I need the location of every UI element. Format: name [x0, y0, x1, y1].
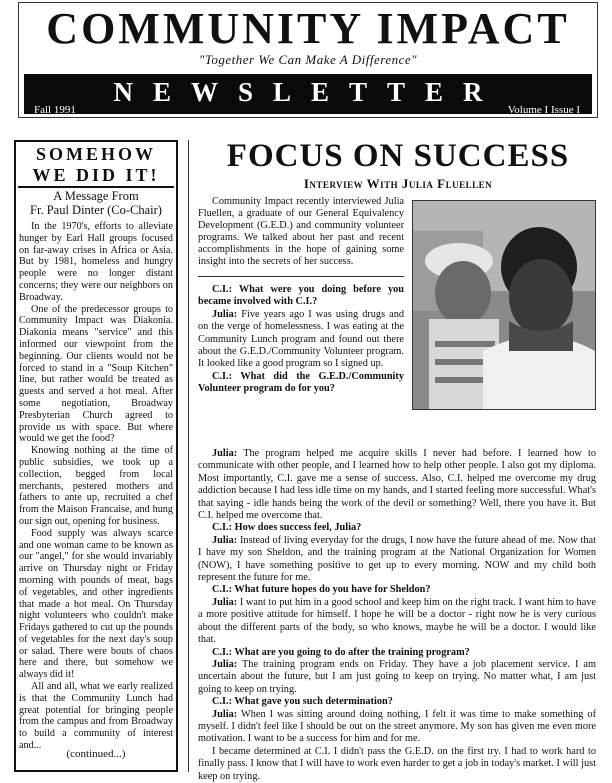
interview-question: C.I.: What gave you such determination?: [212, 696, 393, 708]
sidebar-divider: [18, 186, 174, 188]
sidebar-paragraph: In the 1970's, efforts to alleviate hunger by Earl Hall groups focused on far-away crises in Africa or Asia. But by 1981, homeless and hungry people were no longer distant concerns; they were our neighbors on Broadway.: [19, 221, 173, 303]
sidebar-subheading-line2: Fr. Paul Dinter (Co-Chair): [30, 203, 162, 217]
interview-column-narrow: [198, 284, 404, 396]
sidebar-subheading: [18, 189, 174, 217]
answer-label: Julia:: [212, 534, 238, 546]
sidebar-heading-line1: SOMEHOW: [35, 144, 156, 164]
article-subtitle: Interview With Julia Fluellen: [303, 176, 493, 191]
answer-text: I want to put him in a good school and keep him on the right track. I want him to have a more positive attitude for himself. I hope he will be a doctor - right now he is very curious about the different parts of the body, so who knows, maybe he will be a doctor. I would like that.: [198, 596, 596, 646]
answer-label: Julia:: [212, 658, 238, 670]
sidebar-paragraph: One of the predecessor groups to Community Impact was Diakonia. Diakonia means "service" and this informed our viewpoint from the beginning. Our clients would not be forced to stand in a "Soup Kitchen" line, but rather would be treated as guests and served a hot meal. After some negotiation, Broadway Presbyterian Church agreed to provide us with space. But where would we get the food?: [19, 303, 173, 445]
portrait-photo: [412, 200, 596, 410]
sidebar-body: [19, 221, 173, 752]
column-divider: [188, 140, 189, 772]
interview-question: C.I.: What did the G.E.D./Community Volunteer program do for you?: [198, 370, 404, 395]
newsletter-label: NEWSLETTER: [113, 77, 503, 107]
answer-label: Julia:: [212, 596, 238, 608]
sidebar-heading-line2: WE DID IT!: [32, 165, 160, 185]
answer-label: Julia:: [212, 708, 238, 720]
sidebar-heading: [18, 144, 174, 186]
photo-illustration: [413, 201, 595, 409]
article-intro: Community Impact recently interviewed Julia Fluellen, a graduate of our General Equivalency Development (G.E.D.) and community volunteer programs. We talked about her past and recent accomplishments in the hope of gaining some insight into the secrets of her success.: [198, 196, 404, 267]
intro-divider: [198, 276, 404, 277]
interview-column-wide: [198, 448, 596, 783]
issue-volume: Volume I Issue I: [507, 104, 580, 116]
answer-text: The program helped me acquire skills I never had before. I learned how to communicate with other people, and I learned how to help other people. I also got my diploma. Most importantly, C.I. gave me a sense of success. Also, C.I. helped me overcome my drug addiction because I had less idle time on my hands, and I started feeling more successful. What's that saying - idle hands being the work of the devil or something? Well, there you have it. But C.I. helped me overcome that.: [198, 448, 596, 522]
issue-season: Fall 1991: [34, 104, 76, 116]
interview-question: C.I.: How does success feel, Julia?: [212, 522, 362, 534]
masthead-title: COMMUNITY IMPACT: [46, 4, 570, 53]
answer-text: When I was sitting around doing nothing, I felt it was time to make something of myself. I didn't feel like I should be out on the street anymore. My son has given me even more motivation. I want to be a success for him and for me.: [198, 708, 596, 745]
interview-answer: [198, 659, 596, 696]
interview-answer: [198, 535, 596, 585]
interview-answer: [198, 448, 596, 522]
interview-answer: [198, 597, 596, 647]
interview-closing: I became determined at C.I. I didn't pass the G.E.D. on the first try. I had to work hard to finally pass. I know that I will have to work even harder to get a job in today's market. I will just keep on trying.: [198, 745, 596, 782]
sidebar-subheading-line1: A Message From: [53, 189, 139, 203]
answer-label: Julia:: [212, 308, 238, 320]
answer-text: Instead of living everyday for the drugs, I now have the future ahead of me. Now that I have my son Sheldon, and the training program at the National Organization for Women (NOW), I have something positive to get up to every morning. NOW and my child both represent the future for me.: [198, 534, 596, 584]
answer-text: Five years ago I was using drugs and on the verge of homelessness. I was eating at the Community Lunch program and found out there about the G.E.D./Community Volunteer program. It looked like a good program so I signed up.: [198, 308, 404, 370]
interview-question: C.I.: What were you doing before you became involved with C.I.?: [198, 284, 404, 308]
interview-question: C.I.: What future hopes do you have for Sheldon?: [212, 584, 431, 596]
sidebar-paragraph: Food supply was always scarce and one woman came to be known as our "angel," for she would invariably arrive on Thursday night or Friday morning with pounds of meat, bags of vegetables, and other ingredients that made a hot meal. On Thursday night volunteers who couldn't make Fridays gathered to cut up the pounds of vegetables for the next day's soup or salad. There were bouts of chaos here and there, but somehow we always did it!: [19, 527, 173, 681]
interview-question: C.I.: What are you going to do after the training program?: [212, 646, 470, 658]
sidebar-paragraph: All and all, what we early realized is that the Community Lunch had great potential for bringing people from the campus and from Broadway to build a community of interest and...: [19, 681, 173, 752]
masthead-tagline: "Together We Can Make A Difference": [198, 52, 418, 67]
interview-answer: [198, 709, 596, 746]
answer-label: Julia:: [212, 448, 238, 459]
sidebar-paragraph: Knowing nothing at the time of public subsidies, we took up a collection, begged from local merchants, pestered mothers and fathers to ante up, recruited a chef from the Maison Francaise, and hung our sign out, opening for business.: [19, 445, 173, 527]
answer-text: The training program ends on Friday. They have a job placement service. I am uncertain about the future, but I am just going to keep on trying. No matter what, I am just going to keep on trying.: [198, 658, 596, 695]
article-title: FOCUS ON SUCCESS: [226, 138, 570, 174]
sidebar-continued: (continued...): [66, 748, 126, 760]
interview-answer: [198, 309, 404, 371]
